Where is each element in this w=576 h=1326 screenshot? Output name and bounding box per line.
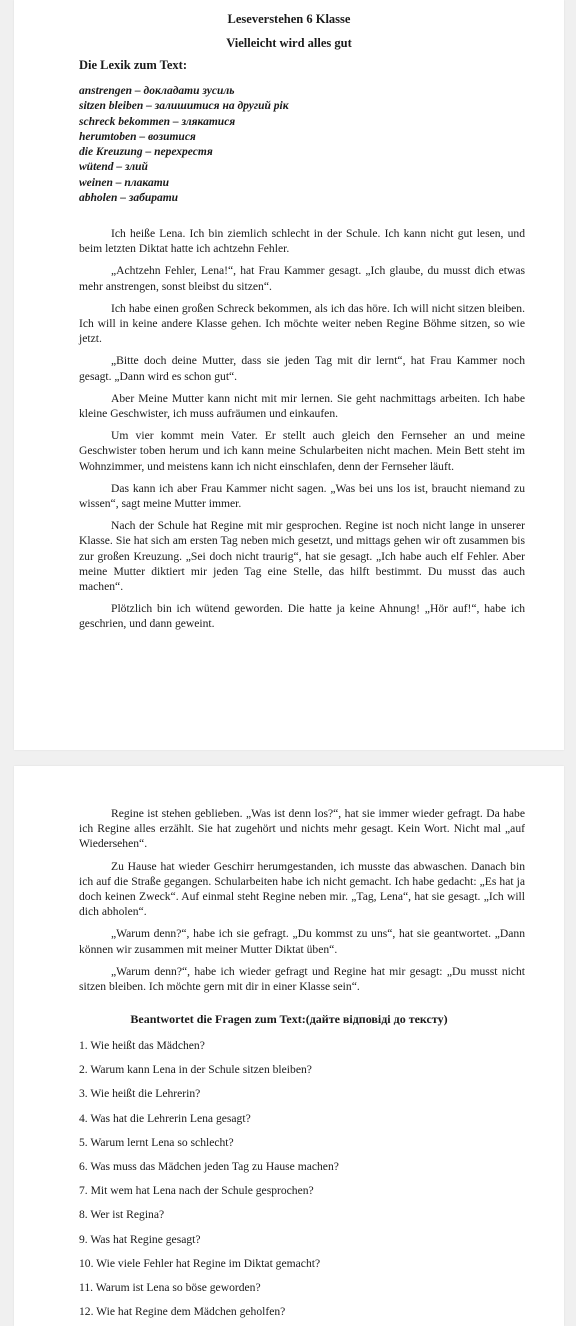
document-title: Leseverstehen 6 Klasse [227, 12, 351, 26]
question-item: 11. Warum ist Lena so böse geworden? [79, 1281, 261, 1295]
question-item: 7. Mit wem hat Lena nach der Schule gesprochen? [79, 1184, 314, 1198]
document-page-2 [14, 766, 564, 1326]
story-paragraph: „Achtzehn Fehler, Lena!“, hat Frau Kammer gesagt. „Ich glaube, du musst dich etwas mehr anstrengen, sonst bleibst du sitzen“. [79, 264, 525, 293]
story-title: Vielleicht wird alles gut [226, 36, 352, 50]
vocabulary-item: wütend – злий [79, 161, 148, 174]
vocabulary-item: herumtoben – возитися [79, 130, 196, 143]
question-item: 6. Was muss das Mädchen jeden Tag zu Hause machen? [79, 1160, 339, 1174]
story-paragraph: Regine ist stehen geblieben. „Was ist denn los?“, hat sie immer wieder gefragt. Da habe ich Regine alles erzählt. Sie hat zugehört und nichts mehr gesagt. Kein Wort. Nicht mal „auf Wiedersehen“. [79, 807, 525, 851]
vocabulary-item: weinen – плакати [79, 176, 170, 189]
story-paragraph: Nach der Schule hat Regine mit mir gesprochen. Regine ist noch nicht lange in unserer Klasse. Sie hat sich am ersten Tag neben mich gesetzt, und mittags gehen wir oft zusammen bis zur großen Kreuzung. „Sei doch nicht traurig“, hat sie gesagt. „Ich habe auch elf Fehler. Aber meine Mutter diktiert mir jeden Tag eine Stelle, das hilft bestimmt. Du musst das auch machen“. [79, 519, 525, 594]
story-paragraph: Ich heiße Lena. Ich bin ziemlich schlecht in der Schule. Ich kann nicht gut lesen, und beim letzten Diktat hatte ich achtzehn Fehler. [79, 227, 525, 256]
story-paragraph: „Warum denn?“, habe ich wieder gefragt und Regine hat mir gesagt: „Du musst nicht sitzen bleiben. Ich möchte gern mit dir in einer Klasse sein“. [79, 964, 525, 994]
question-item: 5. Warum lernt Lena so schlecht? [79, 1135, 234, 1149]
vocabulary-list [79, 84, 289, 206]
question-item: 12. Wie hat Regine dem Mädchen geholfen? [79, 1305, 286, 1319]
story-paragraph: Das kann ich aber Frau Kammer nicht sagen. „Was bei uns los ist, braucht niemand zu wissen“, sagt meine Mutter immer. [79, 481, 525, 511]
question-item: 10. Wie viele Fehler hat Regine im Diktat gemacht? [79, 1256, 321, 1270]
question-item: 3. Wie heißt die Lehrerin? [79, 1087, 201, 1101]
questions-heading: Beantwortet die Fragen zum Text:(дайте відповіді до тексту) [130, 1012, 448, 1026]
question-item: 4. Was hat die Lehrerin Lena gesagt? [79, 1111, 251, 1125]
story-paragraph: „Bitte doch deine Mutter, dass sie jeden Tag mit dir lernt“, hat Frau Kammer noch gesagt. „Dann wird es schon gut“. [79, 354, 525, 383]
question-item: 2. Warum kann Lena in der Schule sitzen bleiben? [79, 1063, 312, 1077]
vocabulary-item: sitzen bleiben – залишитися на другий рік [79, 100, 289, 113]
story-paragraph: „Warum denn?“, habe ich sie gefragt. „Du kommst zu uns“, hat sie geantwortet. „Dann können wir zusammen mit meiner Mutter Diktat üben“. [79, 927, 525, 956]
questions-list [79, 1034, 339, 1324]
vocabulary-item: anstrengen – докладати зусиль [79, 85, 235, 97]
story-paragraph: Aber Meine Mutter kann nicht mit mir lernen. Sie geht nachmittags arbeiten. Ich habe kleine Geschwister, ich muss aufräumen und einkaufen. [79, 391, 525, 421]
question-item: 8. Wer ist Regina? [79, 1208, 165, 1222]
vocabulary-heading: Die Lexik zum Text: [79, 58, 187, 72]
vocabulary-item: abholen – забирати [79, 192, 179, 205]
question-item: 9. Was hat Regine gesagt? [79, 1232, 201, 1246]
vocabulary-item: schreck bekommen – злякатися [79, 115, 236, 128]
story-paragraph: Zu Hause hat wieder Geschirr herumgestanden, ich musste das abwaschen. Danach bin ich auf die Straße gegangen. Schularbeiten habe ich nicht gemacht. Ich habe gedacht: „Es hat ja doch keinen Zweck“. Auf einmal steht Regine neben mir. „Tag, Lena“, hat sie gesagt. „Ich will dich abholen“. [79, 859, 525, 919]
story-paragraph: Plötzlich bin ich wütend geworden. Die hatte ja keine Ahnung! „Hör auf!“, habe ich geschrien, und dann geweint. [79, 602, 525, 631]
story-paragraph: Um vier kommt mein Vater. Er stellt auch gleich den Fernseher an und meine Geschwister toben herum und ich kann meine Schularbeiten nicht machen. Mein Bett steht im Wohnzimmer, und meistens kann ich nicht einschlafen, denn der Fernseher läuft. [79, 429, 525, 473]
story-text-part-1 [79, 226, 525, 639]
question-item: 1. Wie heißt das Mädchen? [79, 1039, 205, 1052]
document-page-1 [14, 0, 564, 750]
vocabulary-item: die Kreuzung – перехрестя [79, 146, 213, 159]
story-text-part-2 [79, 806, 525, 1001]
story-paragraph: Ich habe einen großen Schreck bekommen, als ich das höre. Ich will nicht sitzen bleiben. Ich will in keine andere Klasse gehen. Ich möchte weiter neben Regine Böhme sitzen, so wie jetzt. [79, 301, 525, 346]
